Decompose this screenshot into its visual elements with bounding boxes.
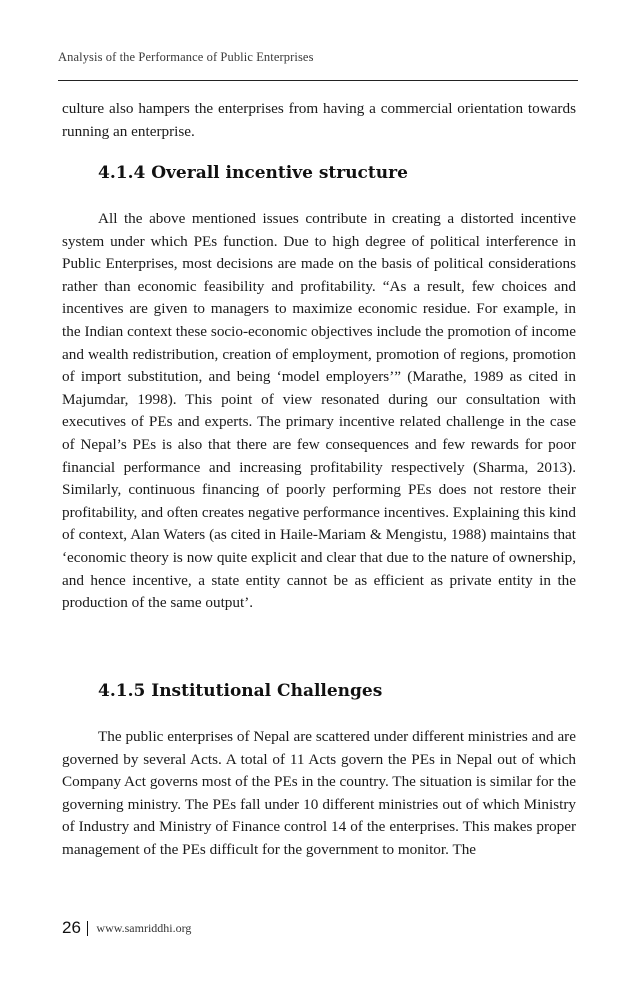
running-header: Analysis of the Performance of Public Enterprises bbox=[58, 50, 314, 64]
footer-separator bbox=[87, 921, 89, 936]
section-heading-4-1-5-text: 4.1.5 Institutional Challenges bbox=[98, 681, 383, 701]
section-4-1-5-body bbox=[62, 726, 576, 862]
section-4-1-5-paragraph: The public enterprises of Nepal are scattered under different ministries and are governed by several Acts. A total of 11 Acts govern the PEs in Nepal out of which Company Act governs most of the PEs in the country. The situation is similar for the governing ministry. The PEs fall under 10 different ministries out of which Ministry of Industry and Ministry of Finance control 14 of the enterprises. This makes proper management of the PEs difficult for the government to monitor. The bbox=[62, 728, 576, 858]
lead-paragraph-text: culture also hampers the enterprises from having a commercial orientation towards running an enterprise. bbox=[62, 100, 576, 140]
page-number: 26 bbox=[62, 918, 81, 937]
section-heading-4-1-4-text: 4.1.4 Overall incentive structure bbox=[98, 163, 408, 183]
header-rule bbox=[58, 80, 578, 81]
section-4-1-4-paragraph: All the above mentioned issues contribute in creating a distorted incentive system under which PEs function. Due to high degree of political interference in Public Enterprises, most decisions are made on the basis of political considerations rather than economic feasibility and profitability. “As a result, few choices and incentives are given to managers to maximize economic residue. For example, in the Indian context these socio-economic objectives include the promotion of income and wealth redistribution, creation of employment, promotion of regions, promotion of import substitution, and being ‘model employers’” (Marathe, 1989 as cited in Majumdar, 1998). This point of view resonated during our consultation with executives of PEs and experts. The primary incentive related challenge in the case of Nepal’s PEs is also that there are few consequences and few rewards for poor financial performance and increasing profitability respectively (Sharma, 2013). Similarly, continuous financing of poorly performing PEs does not restore their profitability, and often creates negative performance incentives. Explaining this kind of context, Alan Waters (as cited in Haile-Mariam & Mengistu, 1988) maintains that ‘economic theory is now quite explicit and clear that due to the nature of ownership, and hence incentive, a state entity cannot be as efficient as private entity in the production of the same output’. bbox=[62, 210, 576, 612]
lead-paragraph bbox=[62, 98, 576, 143]
footer-website: www.samriddhi.org bbox=[96, 920, 192, 935]
section-heading-4-1-4 bbox=[98, 163, 408, 183]
section-4-1-4-body bbox=[62, 208, 576, 615]
page-footer bbox=[62, 918, 191, 938]
section-heading-4-1-5 bbox=[98, 681, 382, 701]
